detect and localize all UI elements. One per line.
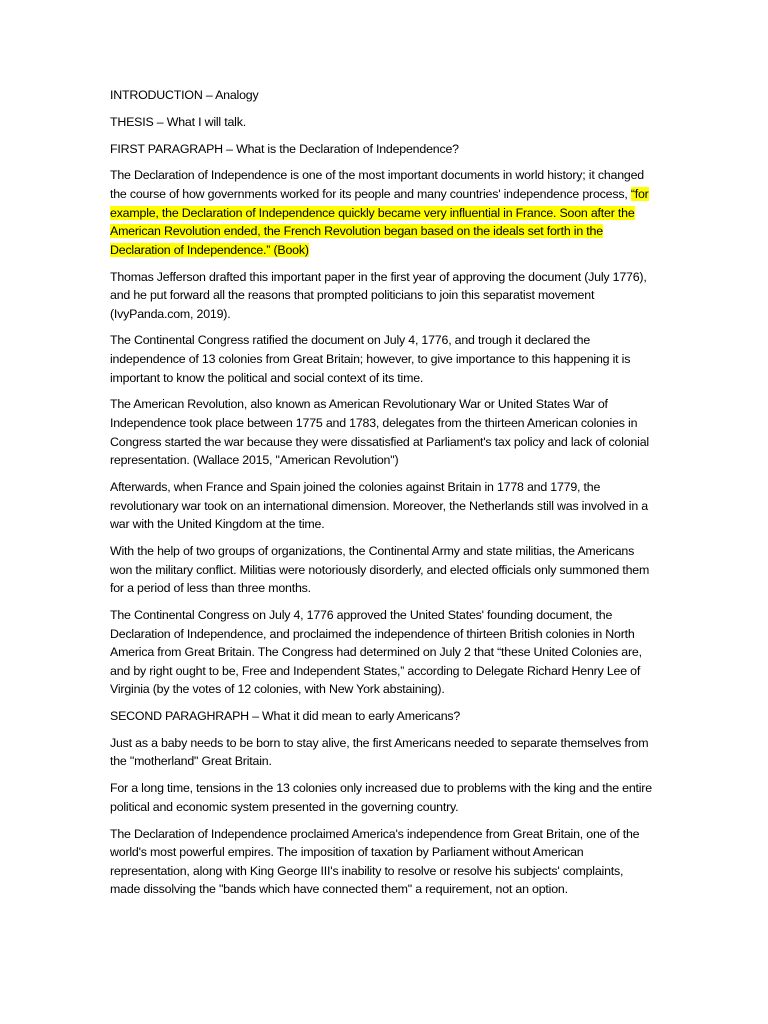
- intro-heading: INTRODUCTION – Analogy: [110, 88, 259, 102]
- highlighted-quote: “for example, the Declaration of Independence quickly became very influential in France. Soon after the American Revolution ended, the French Revolution began based on the ideals set forth in the Declaration of Independence.” (Book): [110, 186, 649, 257]
- paragraph-tensions: For a long time, tensions in the 13 colonies only increased due to problems with the king and the entire political and economic system presented in the governing country.: [110, 781, 652, 814]
- document-body: [110, 86, 655, 907]
- first-paragraph-heading: FIRST PARAGRAPH – What is the Declaration of Independence?: [110, 141, 459, 156]
- thesis-heading: THESIS – What I will talk.: [110, 114, 246, 129]
- paragraph-france-spain: Afterwards, when France and Spain joined the colonies against Britain in 1778 and 1779, the revolutionary war took on an international dimension. Moreover, the Netherlands still was involved in a war with the United Kingdom at the time.: [110, 480, 648, 532]
- paragraph-text: The Declaration of Independence is one of the most important documents in world history; it changed the course of how governments worked for its people and many countries' independence process,: [110, 168, 644, 201]
- paragraph-american-revolution: The American Revolution, also known as American Revolutionary War or United States War of Independence took place between 1775 and 1783, delegates from the thirteen American colonies in Congress started the war because they were dissatisfied at Parliament's tax policy and lack of colonial representation. (Wallace 2015, "American Revolution"): [110, 397, 649, 468]
- paragraph-founding-document: The Continental Congress on July 4, 1776 approved the United States' founding document, the Declaration of Independence, and proclaimed the independence of thirteen British colonies in North America from Great Britain. The Congress had determined on July 2 that “these United Colonies are, and by right ought to be, Free and Independent States,” according to Delegate Richard Henry Lee of Virginia (by the votes of 12 colonies, with New York abstaining).: [110, 607, 642, 697]
- paragraph-motherland: Just as a baby needs to be born to stay alive, the first Americans needed to separate themselves from the "motherland" Great Britain.: [110, 735, 649, 769]
- second-paragraph-heading: SECOND PARAGHRAPH – What it did mean to early Americans?: [110, 709, 461, 724]
- paragraph-proclamation: The Declaration of Independence proclaimed America's independence from Great Britain, one of the world's most powerful empires. The imposition of taxation by Parliament without American representation, along with King George III's inability to resolve or resolve his subjects' complaints, made dissolving the "bands which have connected them" a requirement, not an option.: [110, 826, 640, 897]
- paragraph-declaration-importance: [110, 166, 655, 259]
- paragraph-jefferson: Thomas Jefferson drafted this important paper in the first year of approving the document (July 1776), and he put forward all the reasons that prompted politicians to join this separatist movement (IvyPanda.com, 2019).: [110, 269, 647, 321]
- paragraph-militias: With the help of two groups of organizations, the Continental Army and state militias, the Americans won the military conflict. Militias were notoriously disorderly, and elected officials only summoned them for a period of less than three months.: [110, 543, 650, 596]
- paragraph-continental-congress: The Continental Congress ratified the document on July 4, 1776, and trough it declared the independence of 13 colonies from Great Britain; however, to give importance to this happening it is important to know the political and social context of its time.: [110, 333, 631, 385]
